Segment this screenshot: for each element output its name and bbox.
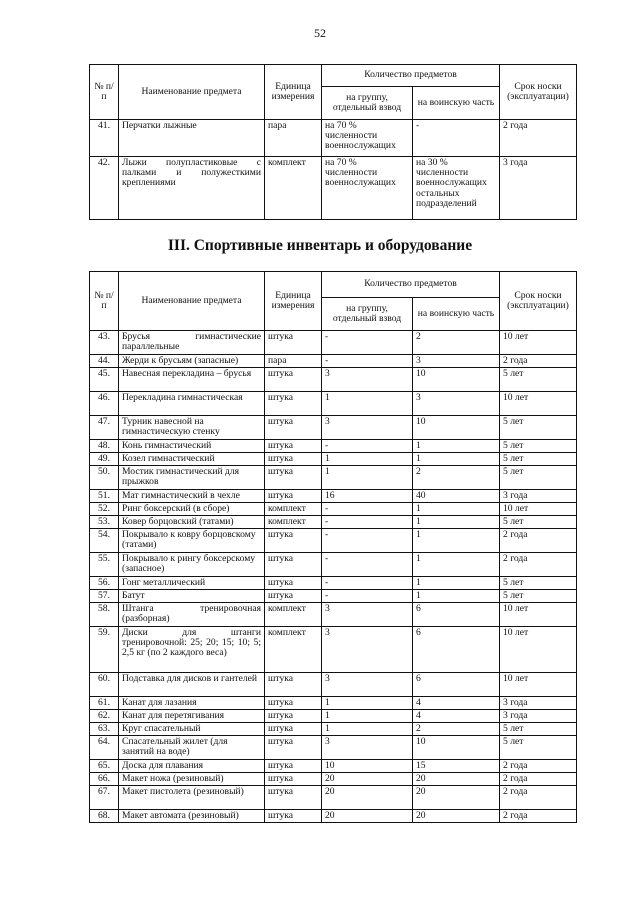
qty-per-soldier: 10 xyxy=(413,736,500,760)
item-name: Конь гимнастический xyxy=(119,440,265,453)
item-unit: штука xyxy=(265,416,322,440)
equipment-table-sports xyxy=(89,271,577,823)
qty-per-platoon: - xyxy=(322,590,413,603)
row-number: 57. xyxy=(90,590,119,603)
qty-per-soldier: 6 xyxy=(413,673,500,697)
service-term: 3 года xyxy=(500,697,577,710)
row-number: 66. xyxy=(90,773,119,786)
table-row xyxy=(90,490,577,503)
table-row xyxy=(90,416,577,440)
service-term: 5 лет xyxy=(500,736,577,760)
qty-per-platoon: 1 xyxy=(322,453,413,466)
item-name: Жерди к брусьям (запасные) xyxy=(119,355,265,368)
qty-per-platoon: - xyxy=(322,529,413,553)
table-row xyxy=(90,590,577,603)
service-term: 5 лет xyxy=(500,577,577,590)
header-term: Срок носки (эксплуатации) xyxy=(500,65,577,120)
qty-per-soldier: 15 xyxy=(413,760,500,773)
item-unit: штука xyxy=(265,368,322,392)
qty-per-soldier: 1 xyxy=(413,553,500,577)
row-number: 58. xyxy=(90,603,119,627)
table-row xyxy=(90,810,577,823)
item-unit: штука xyxy=(265,490,322,503)
table-row xyxy=(90,710,577,723)
item-name: Перчатки лыжные xyxy=(119,120,265,157)
item-unit: штука xyxy=(265,673,322,697)
header-per-platoon: на группу, отдельный взвод xyxy=(322,298,413,331)
service-term: 2 года xyxy=(500,810,577,823)
item-name: Турник навесной на гимнастическую стенку xyxy=(119,416,265,440)
header-per-soldier: на воинскую часть xyxy=(413,298,500,331)
item-unit: штука xyxy=(265,392,322,416)
qty-per-platoon: 3 xyxy=(322,368,413,392)
qty-per-soldier: 6 xyxy=(413,603,500,627)
item-unit: штука xyxy=(265,453,322,466)
service-term: 5 лет xyxy=(500,416,577,440)
header-per-soldier: на воинскую часть xyxy=(413,87,500,120)
table-row xyxy=(90,697,577,710)
row-number: 45. xyxy=(90,368,119,392)
qty-per-soldier: 4 xyxy=(413,710,500,723)
qty-per-platoon: 1 xyxy=(322,697,413,710)
qty-per-platoon: 1 xyxy=(322,466,413,490)
service-term: 10 лет xyxy=(500,673,577,697)
qty-per-platoon: 3 xyxy=(322,736,413,760)
service-term: 10 лет xyxy=(500,503,577,516)
header-num: № п/п xyxy=(90,272,119,331)
item-name: Спасательный жилет (для занятий на воде) xyxy=(119,736,265,760)
service-term: 10 лет xyxy=(500,331,577,355)
row-number: 65. xyxy=(90,760,119,773)
equipment-table-top xyxy=(89,64,577,220)
table-row xyxy=(90,516,577,529)
qty-per-platoon: 1 xyxy=(322,392,413,416)
qty-per-soldier: 20 xyxy=(413,810,500,823)
service-term: 2 года xyxy=(500,553,577,577)
qty-per-platoon: 10 xyxy=(322,760,413,773)
table-row xyxy=(90,440,577,453)
item-unit: штука xyxy=(265,466,322,490)
qty-per-soldier: 2 xyxy=(413,331,500,355)
item-unit: штука xyxy=(265,736,322,760)
item-name: Лыжи полупластиковые с палками и полужесткими креплениями xyxy=(119,157,265,220)
item-name: Батут xyxy=(119,590,265,603)
item-name: Навесная перекладина – брусья xyxy=(119,368,265,392)
item-name: Макет пистолета (резиновый) xyxy=(119,786,265,810)
qty-per-platoon: 3 xyxy=(322,603,413,627)
item-unit: штука xyxy=(265,710,322,723)
item-name: Диски для штанги тренировочной: 25; 20; 15; 10; 5; 2,5 кг (по 2 каждого веса) xyxy=(119,627,265,673)
item-unit: комплект xyxy=(265,603,322,627)
qty-per-platoon: - xyxy=(322,440,413,453)
header-term: Срок носки (эксплуатации) xyxy=(500,272,577,331)
qty-per-soldier: 2 xyxy=(413,466,500,490)
item-unit: штука xyxy=(265,331,322,355)
table-row xyxy=(90,355,577,368)
qty-per-soldier: 2 xyxy=(413,723,500,736)
qty-per-soldier: 1 xyxy=(413,453,500,466)
item-name: Брусья гимнастические параллельные xyxy=(119,331,265,355)
qty-per-platoon: - xyxy=(322,355,413,368)
qty-per-soldier: 1 xyxy=(413,590,500,603)
qty-per-platoon: 20 xyxy=(322,810,413,823)
table-row xyxy=(90,466,577,490)
item-unit: пара xyxy=(265,120,322,157)
qty-per-platoon: на 70 % численности военнослужащих xyxy=(322,120,413,157)
table-row xyxy=(90,331,577,355)
service-term: 2 года xyxy=(500,760,577,773)
item-name: Макет ножа (резиновый) xyxy=(119,773,265,786)
service-term: 5 лет xyxy=(500,723,577,736)
qty-per-soldier: 1 xyxy=(413,516,500,529)
service-term: 2 года xyxy=(500,120,577,157)
row-number: 49. xyxy=(90,453,119,466)
qty-per-soldier: 20 xyxy=(413,786,500,810)
qty-per-platoon: 1 xyxy=(322,723,413,736)
header-unit: Единица измерения xyxy=(265,65,322,120)
service-term: 5 лет xyxy=(500,453,577,466)
service-term: 10 лет xyxy=(500,627,577,673)
qty-per-platoon: 20 xyxy=(322,773,413,786)
service-term: 3 года xyxy=(500,710,577,723)
table-row xyxy=(90,503,577,516)
table-row xyxy=(90,786,577,810)
section-title: III. Спортивные инвентарь и оборудование xyxy=(167,237,473,254)
item-unit: пара xyxy=(265,355,322,368)
item-unit: штука xyxy=(265,577,322,590)
qty-per-platoon: 1 xyxy=(322,710,413,723)
item-unit: комплект xyxy=(265,627,322,673)
item-unit: комплект xyxy=(265,157,322,220)
header-unit: Единица измерения xyxy=(265,272,322,331)
service-term: 5 лет xyxy=(500,590,577,603)
item-name: Козел гимнастический xyxy=(119,453,265,466)
qty-per-soldier: 3 xyxy=(413,355,500,368)
qty-per-soldier: 6 xyxy=(413,627,500,673)
header-quantity: Количество предметов xyxy=(322,272,500,298)
table-row xyxy=(90,603,577,627)
qty-per-platoon: 20 xyxy=(322,786,413,810)
table-row xyxy=(90,453,577,466)
row-number: 68. xyxy=(90,810,119,823)
table-row xyxy=(90,773,577,786)
header-per-platoon: на группу, отдельный взвод xyxy=(322,87,413,120)
service-term: 10 лет xyxy=(500,603,577,627)
service-term: 2 года xyxy=(500,529,577,553)
item-name: Доска для плавания xyxy=(119,760,265,773)
row-number: 47. xyxy=(90,416,119,440)
qty-per-soldier: 3 xyxy=(413,392,500,416)
table-row xyxy=(90,392,577,416)
table-row xyxy=(90,736,577,760)
service-term: 5 лет xyxy=(500,440,577,453)
row-number: 67. xyxy=(90,786,119,810)
qty-per-soldier: 40 xyxy=(413,490,500,503)
service-term: 3 года xyxy=(500,490,577,503)
qty-per-platoon: 3 xyxy=(322,627,413,673)
table-row xyxy=(90,529,577,553)
service-term: 5 лет xyxy=(500,368,577,392)
row-number: 46. xyxy=(90,392,119,416)
table-row xyxy=(90,673,577,697)
table-row xyxy=(90,120,577,157)
qty-per-soldier: на 30 % численности военнослужащих остальных подразделений xyxy=(413,157,500,220)
service-term: 3 года xyxy=(500,157,577,220)
qty-per-platoon: - xyxy=(322,331,413,355)
item-name: Подставка для дисков и гантелей xyxy=(119,673,265,697)
row-number: 56. xyxy=(90,577,119,590)
qty-per-platoon: - xyxy=(322,516,413,529)
item-unit: штука xyxy=(265,440,322,453)
row-number: 60. xyxy=(90,673,119,697)
qty-per-platoon: 3 xyxy=(322,416,413,440)
row-number: 61. xyxy=(90,697,119,710)
qty-per-soldier: - xyxy=(413,120,500,157)
table-row xyxy=(90,760,577,773)
qty-per-platoon: на 70 % численности военнослужащих xyxy=(322,157,413,220)
table-row xyxy=(90,627,577,673)
item-name: Мостик гимнастический для прыжков xyxy=(119,466,265,490)
service-term: 2 года xyxy=(500,786,577,810)
item-name: Ринг боксерский (в сборе) xyxy=(119,503,265,516)
item-name: Гонг металлический xyxy=(119,577,265,590)
row-number: 52. xyxy=(90,503,119,516)
qty-per-soldier: 1 xyxy=(413,503,500,516)
item-name: Канат для перетягивания xyxy=(119,710,265,723)
row-number: 62. xyxy=(90,710,119,723)
qty-per-platoon: - xyxy=(322,577,413,590)
qty-per-soldier: 10 xyxy=(413,416,500,440)
qty-per-soldier: 1 xyxy=(413,440,500,453)
item-unit: комплект xyxy=(265,516,322,529)
table-row xyxy=(90,157,577,220)
header-name: Наименование предмета xyxy=(119,65,265,120)
qty-per-soldier: 10 xyxy=(413,368,500,392)
row-number: 64. xyxy=(90,736,119,760)
qty-per-soldier: 20 xyxy=(413,773,500,786)
service-term: 5 лет xyxy=(500,516,577,529)
item-unit: штука xyxy=(265,529,322,553)
item-name: Канат для лазания xyxy=(119,697,265,710)
table-row xyxy=(90,723,577,736)
item-name: Покрывало к ковру борцовскому (татами) xyxy=(119,529,265,553)
item-name: Мат гимнастический в чехле xyxy=(119,490,265,503)
item-name: Ковер борцовский (татами) xyxy=(119,516,265,529)
qty-per-platoon: - xyxy=(322,503,413,516)
item-unit: штука xyxy=(265,810,322,823)
qty-per-soldier: 1 xyxy=(413,577,500,590)
table-row xyxy=(90,577,577,590)
row-number: 41. xyxy=(90,120,119,157)
header-num: № п/п xyxy=(90,65,119,120)
row-number: 42. xyxy=(90,157,119,220)
item-unit: штука xyxy=(265,697,322,710)
service-term: 2 года xyxy=(500,773,577,786)
row-number: 59. xyxy=(90,627,119,673)
row-number: 48. xyxy=(90,440,119,453)
row-number: 63. xyxy=(90,723,119,736)
row-number: 50. xyxy=(90,466,119,490)
item-name: Покрывало к рингу боксерскому (запасное) xyxy=(119,553,265,577)
item-unit: штука xyxy=(265,553,322,577)
row-number: 53. xyxy=(90,516,119,529)
row-number: 43. xyxy=(90,331,119,355)
item-unit: штука xyxy=(265,773,322,786)
item-unit: штука xyxy=(265,760,322,773)
item-name: Макет автомата (резиновый) xyxy=(119,810,265,823)
header-quantity: Количество предметов xyxy=(322,65,500,87)
table-row xyxy=(90,553,577,577)
item-name: Круг спасательный xyxy=(119,723,265,736)
page-number: 52 xyxy=(314,26,326,40)
table-row xyxy=(90,368,577,392)
row-number: 55. xyxy=(90,553,119,577)
item-name: Штанга тренировочная (разборная) xyxy=(119,603,265,627)
qty-per-soldier: 1 xyxy=(413,529,500,553)
qty-per-platoon: 3 xyxy=(322,673,413,697)
header-name: Наименование предмета xyxy=(119,272,265,331)
row-number: 54. xyxy=(90,529,119,553)
qty-per-platoon: 16 xyxy=(322,490,413,503)
item-unit: штука xyxy=(265,786,322,810)
item-unit: штука xyxy=(265,723,322,736)
item-unit: комплект xyxy=(265,503,322,516)
item-name: Перекладина гимнастическая xyxy=(119,392,265,416)
service-term: 10 лет xyxy=(500,392,577,416)
row-number: 51. xyxy=(90,490,119,503)
row-number: 44. xyxy=(90,355,119,368)
item-unit: штука xyxy=(265,590,322,603)
service-term: 2 года xyxy=(500,355,577,368)
qty-per-platoon: - xyxy=(322,553,413,577)
qty-per-soldier: 4 xyxy=(413,697,500,710)
service-term: 5 лет xyxy=(500,466,577,490)
